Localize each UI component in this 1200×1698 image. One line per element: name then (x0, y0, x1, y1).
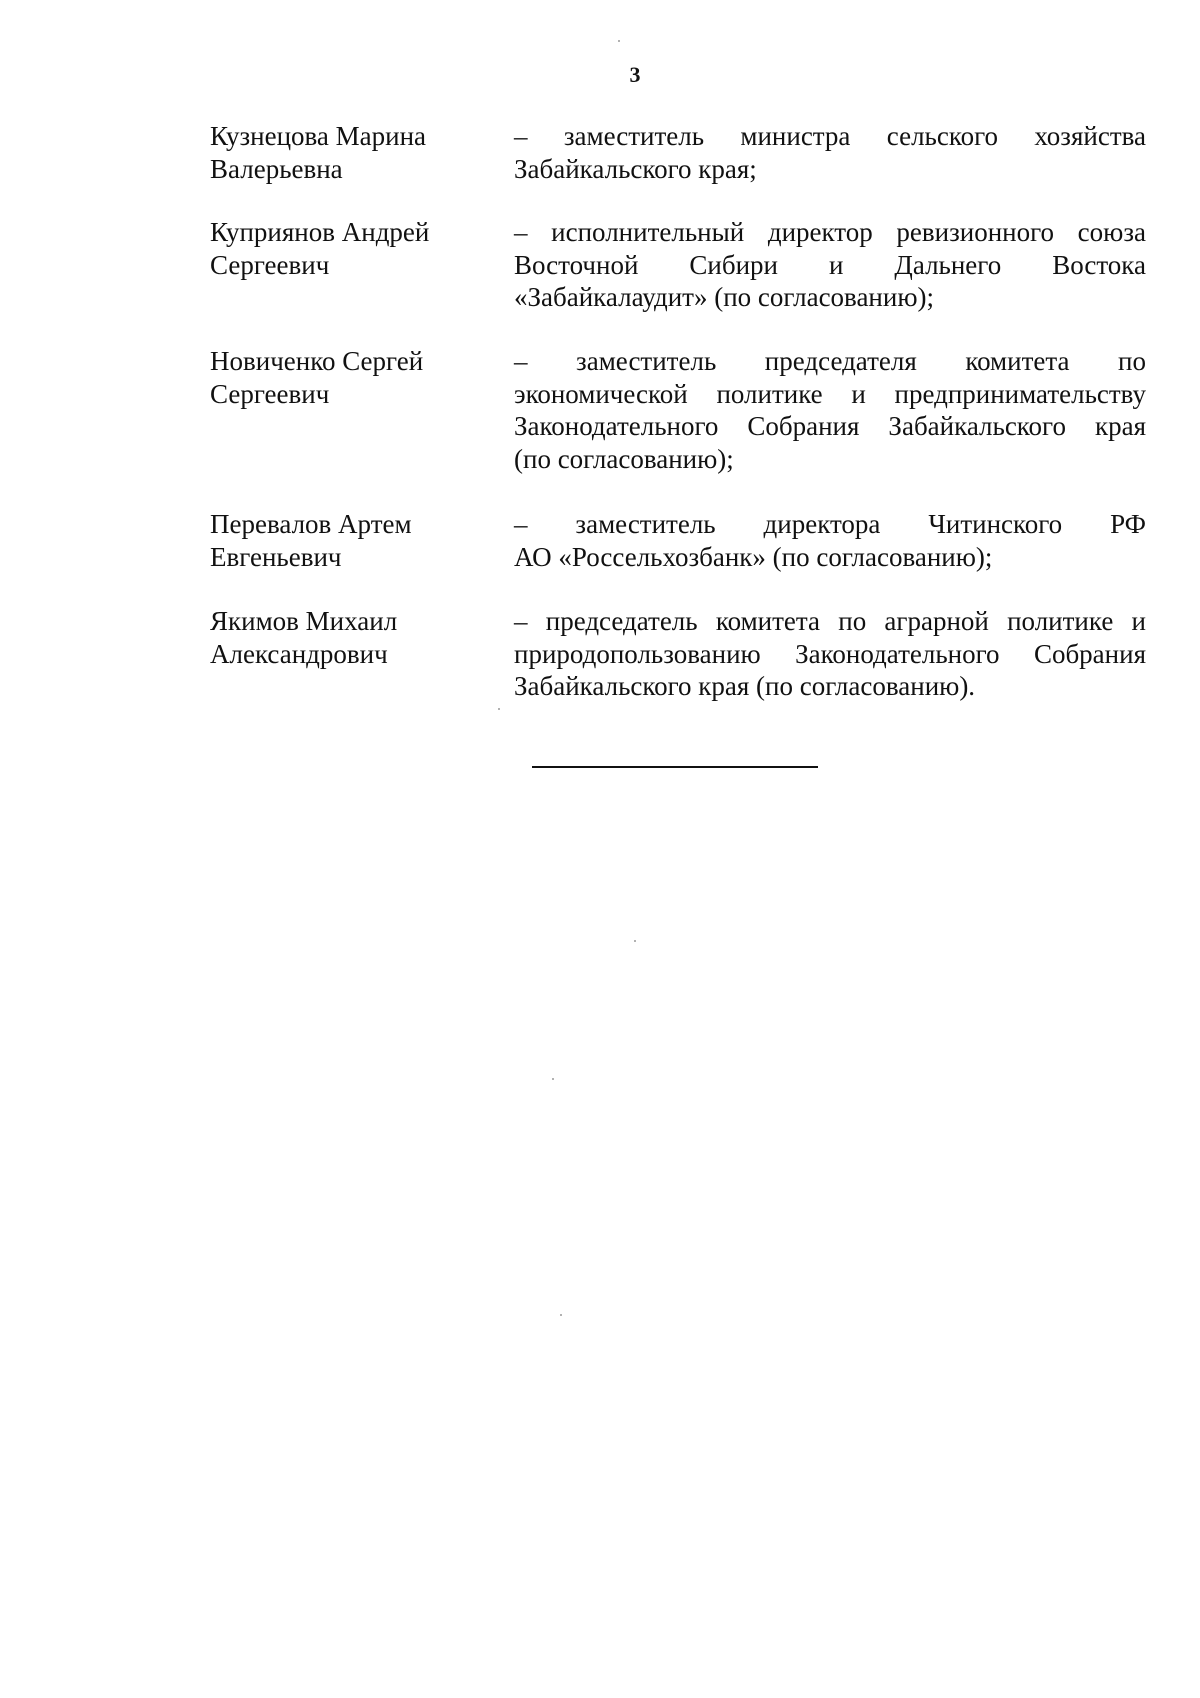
closing-rule (532, 766, 818, 768)
member-name (210, 345, 470, 410)
member-position-line: (по согласованию); (514, 443, 734, 474)
scan-speck (552, 1078, 554, 1080)
member-position-line: Восточной Сибири и Дальнего Востока (514, 249, 1146, 280)
member-name-line: Сергеевич (210, 378, 330, 409)
member-name (210, 508, 470, 573)
member-position-line: – председатель комитета по аграрной политике и (514, 606, 1146, 636)
member-position-line: Забайкальского края; (514, 153, 757, 184)
member-position-line: АО «Россельхозбанк» (по согласованию); (514, 541, 993, 572)
scan-speck (634, 940, 636, 942)
member-position-line: Законодательного Собрания Забайкальского края (514, 411, 1146, 441)
member-name (210, 216, 470, 281)
member-position-line: – исполнительный директор ревизионного союза (514, 217, 1146, 247)
member-position (514, 605, 1146, 703)
member-position-line: Забайкальского края (по согласованию). (514, 671, 976, 701)
member-position-line: экономической политике и предпринимательству (514, 378, 1146, 409)
member-name-line: Перевалов Артем (210, 509, 412, 539)
member-position-line: «Забайкалаудит» (по согласованию); (514, 282, 934, 312)
member-position-line: – заместитель министра сельского хозяйства (514, 121, 1146, 151)
member-name-line: Кузнецова Марина (210, 121, 427, 151)
member-name-line: Новиченко Сергей (210, 346, 424, 376)
member-position-line: – заместитель председателя комитета по (514, 346, 1146, 376)
member-name (210, 120, 470, 185)
scan-speck (560, 1314, 562, 1316)
member-position (514, 508, 1146, 573)
member-name-line: Сергеевич (210, 249, 330, 280)
member-name (210, 605, 470, 670)
member-position-line: – заместитель директора Читинского РФ (514, 509, 1146, 539)
member-name-line: Евгеньевич (210, 541, 342, 572)
member-position-line: природопользованию Законодательного Собрания (514, 638, 1146, 669)
member-position (514, 216, 1146, 314)
scan-speck (498, 708, 500, 710)
member-name-line: Александрович (210, 638, 388, 669)
member-position (514, 345, 1146, 475)
scan-speck (618, 40, 620, 42)
member-name-line: Куприянов Андрей (210, 217, 430, 247)
member-name-line: Валерьевна (210, 153, 343, 184)
page-number: 3 (629, 62, 641, 87)
member-name-line: Якимов Михаил (210, 606, 398, 636)
member-position (514, 120, 1146, 185)
